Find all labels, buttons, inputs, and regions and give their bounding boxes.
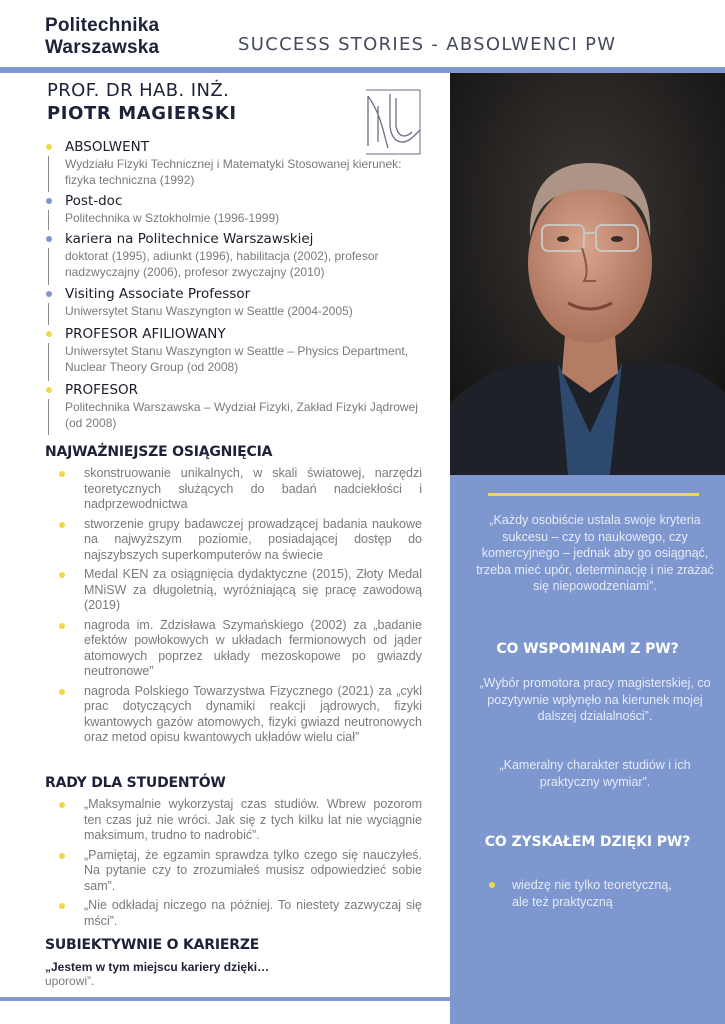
timeline-heading: Visiting Associate Professor <box>65 286 251 302</box>
list-item <box>58 848 422 895</box>
bullet-dot-icon <box>59 853 65 859</box>
list-item <box>58 567 422 614</box>
gains-list <box>488 877 688 910</box>
achievement-text: nagroda Polskiego Towarzystwa Fizycznego (2021) za „cykl prac dotyczących dynamiki reakcji jądrowych, fizyki kwantowych gazów atomowych, fizyki gwiazd neutronowych oraz metod opisu kwantowych układów wielu ciał” <box>84 683 422 744</box>
timeline-desc: Politechnika Warszawska – Wydział Fizyki, Zakład Fizyki Jądrowej (od 2008) <box>65 400 418 430</box>
logo-line-2: Warszawska <box>45 37 160 58</box>
page-header-title: SUCCESS STORIES - ABSOLWENCI PW <box>238 34 617 55</box>
pw-logo <box>45 15 159 59</box>
timeline-dot-icon <box>46 236 52 242</box>
timeline-heading: kariera na Politechnice Warszawskiej <box>65 231 314 247</box>
portrait-illustration <box>450 73 725 475</box>
bullet-dot-icon <box>489 882 495 888</box>
bullet-dot-icon <box>59 623 65 629</box>
memories-title: CO WSPOMINAM Z PW? <box>496 641 679 657</box>
advice-text: „Pamiętaj, że egzamin sprawdza tylko czego się nauczyłeś. Na pytanie czy to zrozumiałeś musisz odpowiedzieć sobie sam”. <box>84 847 422 893</box>
timeline-dot-icon <box>46 291 52 297</box>
advice-text: „Nie odkładaj niczego na później. To niestety zazwyczaj się mści”. <box>84 898 422 928</box>
gains-title: CO ZYSKAŁEM DZIĘKI PW? <box>484 834 691 850</box>
advice-list <box>58 797 422 933</box>
bullet-dot-icon <box>59 903 65 909</box>
timeline-line <box>48 343 49 381</box>
bullet-dot-icon <box>59 572 65 578</box>
timeline-desc: Politechnika w Sztokholmie (1996-1999) <box>65 211 280 225</box>
achievement-text: stworzenie grupy badawczej prowadzącej badania naukowe na najwyższym poziomie, posiadającej dostęp do najszybszych superkomputerów na świecie <box>84 516 422 562</box>
sidebar-main-quote: „Każdy osobiście ustala swoje kryteria sukcesu – czy to naukowego, czy komercyjnego – jednak aby go osiągnąć, trzeba mieć upór, determinację i nie zrażać się niepowodzeniami”. <box>476 513 714 593</box>
list-item <box>58 797 422 844</box>
career-timeline <box>45 138 435 435</box>
timeline-item <box>45 138 435 192</box>
career-quote-lead: „Jestem w tym miejscu kariery dzięki… <box>45 960 270 974</box>
timeline-desc: Wydziału Fizyki Technicznej i Matematyki Stosowanej kierunek: fizyka techniczna (1992) <box>65 157 402 187</box>
list-item <box>58 684 422 746</box>
timeline-desc: Uniwersytet Stanu Waszyngton w Seattle – Physics Department, Nuclear Theory Group (od 2008) <box>65 344 409 374</box>
timeline-dot-icon <box>46 331 52 337</box>
bullet-dot-icon <box>59 689 65 695</box>
bullet-dot-icon <box>59 802 65 808</box>
timeline-line <box>48 248 49 285</box>
career-title: SUBIEKTYWNIE O KARIERZE <box>45 937 260 953</box>
advice-title: RADY DLA STUDENTÓW <box>45 775 226 791</box>
timeline-item <box>45 325 435 381</box>
timeline-line <box>48 156 49 192</box>
achievement-text: nagroda im. Zdzisława Szymańskiego (2002) za „badanie efektów powłokowych w układach fermionowych od jąder atomowych poprzez układy mezoskopowe po gwiazdy neutronowe” <box>84 617 422 678</box>
memory-quote-2: „Kameralny charakter studiów i ich praktyczny wymiar”. <box>499 758 691 789</box>
achievement-text: Medal KEN za osiągnięcia dydaktyczne (2015), Złoty Medal MNiSW za długoletnią, wyróżniającą się pracę zawodową (2019) <box>84 567 422 612</box>
achievement-text: skonstruowanie unikalnych, w skali światowej, narzędzi teoretycznych służących do badań nadciekłości i nadprzewodnictwa <box>84 466 422 511</box>
timeline-dot-icon <box>46 198 52 204</box>
list-item <box>58 898 422 929</box>
timeline-dot-icon <box>46 387 52 393</box>
list-item <box>58 618 422 680</box>
timeline-line <box>48 303 49 325</box>
list-item <box>488 877 688 910</box>
timeline-desc: Uniwersytet Stanu Waszyngton w Seattle (2004-2005) <box>65 304 353 318</box>
memory-quote-1: „Wybór promotora pracy magisterskiej, co pozytywnie wpłynęło na kierunek mojej dalszej działalności”. <box>479 676 711 723</box>
timeline-heading: Post-doc <box>65 193 123 209</box>
timeline-item <box>45 381 435 435</box>
timeline-item <box>45 285 435 325</box>
achievements-title: NAJWAŻNIEJSZE OSIĄGNIĘCIA <box>45 444 273 460</box>
logo-line-1: Politechnika <box>45 15 160 36</box>
portrait-photo <box>450 73 725 475</box>
list-item <box>58 466 422 513</box>
career-quote-rest: uporowi”. <box>45 974 95 988</box>
sidebar-yellow-rule <box>488 493 699 496</box>
timeline-item <box>45 230 435 285</box>
timeline-heading: PROFESOR <box>65 382 139 398</box>
timeline-desc: doktorat (1995), adiunkt (1996), habilitacja (2002), profesor nadzwyczajny (2006), profesor zwyczajny (2010) <box>65 249 379 279</box>
list-item <box>58 517 422 564</box>
timeline-line <box>48 210 49 230</box>
timeline-heading: ABSOLWENT <box>65 139 149 155</box>
timeline-heading: PROFESOR AFILIOWANY <box>65 326 226 342</box>
person-name: PIOTR MAGIERSKI <box>47 103 237 124</box>
bullet-dot-icon <box>59 522 65 528</box>
footer-divider <box>0 997 450 1001</box>
person-title: PROF. DR HAB. INŻ. <box>47 80 230 101</box>
gain-text: wiedzę nie tylko teoretyczną, ale też praktyczną <box>512 878 672 909</box>
timeline-line <box>48 399 49 435</box>
timeline-dot-icon <box>46 144 52 150</box>
advice-text: „Maksymalnie wykorzystaj czas studiów. Wbrew pozorom ten czas już nie wróci. Jak się z tych kilku lat nie wyciągnie maksimum, trudno to nadrobić”. <box>84 797 422 842</box>
timeline-item <box>45 192 435 230</box>
achievements-list <box>58 466 422 750</box>
bullet-dot-icon <box>59 471 65 477</box>
